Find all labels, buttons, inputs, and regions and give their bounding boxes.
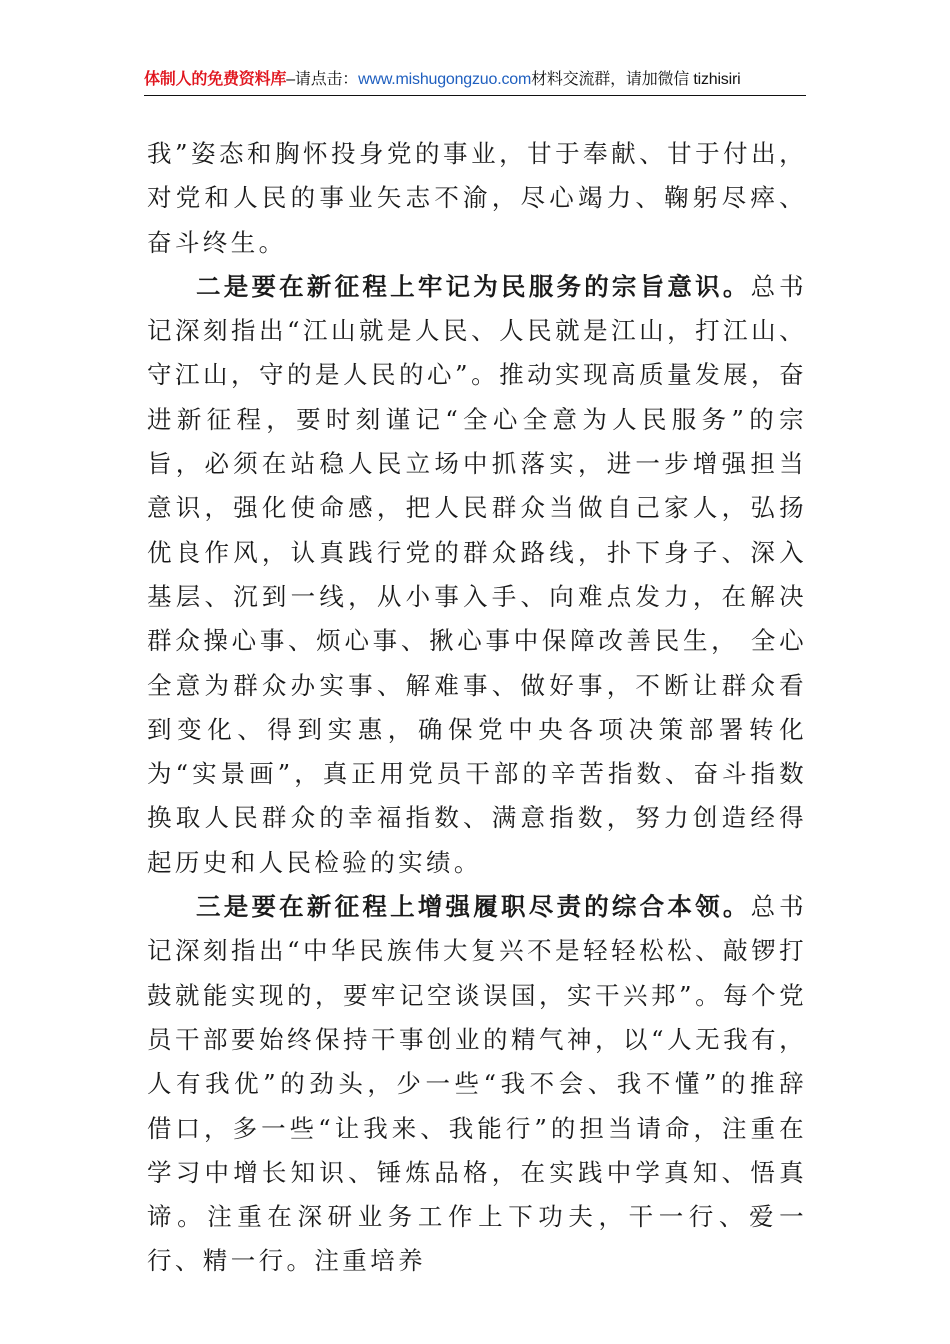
document-body [147, 132, 807, 1284]
header-tail: 材料交流群，请加微信 tizhisiri [531, 71, 741, 88]
paragraph-lead: 二是要在新征程上牢记为民服务的宗旨意识。 [196, 271, 751, 301]
header-brand: 体制人的免费资料库 [144, 71, 287, 88]
paragraph-point-two [147, 265, 807, 885]
paragraph-text: 总书记深刻指出“中华民族伟大复兴不是轻轻松松、敲锣打鼓就能实现的，要牢记空谈误国，实干兴邦”。每个党员干部要始终保持干事创业的精气神，以“人无我有，人有我优”的劲头，少一些“我不会、我不懂”的推辞借口，多一些“让我来、我能行”的担当请命，注重在学习中增长知识、锤炼品格，在实践中学真知、悟真谛。注重在深研业务工作上下功夫，干一行、爱一行、精一行。注重培养 [147, 892, 807, 1276]
paragraph-text: 总书记深刻指出“江山就是人民、人民就是江山，打江山、守江山，守的是人民的心”。推动实现高质量发展，奋进新征程，要时刻谨记“全心全意为人民服务”的宗旨，必须在站稳人民立场中抓落实，进一步增强担当意识，强化使命感，把人民群众当做自己家人，弘扬优良作风，认真践行党的群众路线，扑下身子、深入基层、沉到一线，从小事入手、向难点发力，在解决群众操心事、烦心事、揪心事中保障改善民生， 全心全意为群众办实事、解难事、做好事，不断让群众看到变化、得到实惠，确保党中央各项决策部署转化为“实景画”，真正用党员干部的辛苦指数、奋斗指数换取人民群众的幸福指数、满意指数，努力创造经得起历史和人民检验的实绩。 [147, 271, 807, 877]
header-divider [144, 95, 806, 96]
paragraph-continued [147, 132, 807, 265]
paragraph-point-three [147, 885, 807, 1284]
paragraph-text: 我”姿态和胸怀投身党的事业，甘于奉献、甘于付出，对党和人民的事业矢志不渝，尽心竭力、鞠躬尽瘁、奋斗终生。 [147, 139, 807, 257]
header-link[interactable]: www.mishugongzuo.com [358, 71, 532, 88]
paragraph-lead: 三是要在新征程上增强履职尽责的综合本领。 [196, 892, 751, 922]
page-header [144, 68, 806, 92]
header-prompt: –请点击： [286, 71, 359, 88]
